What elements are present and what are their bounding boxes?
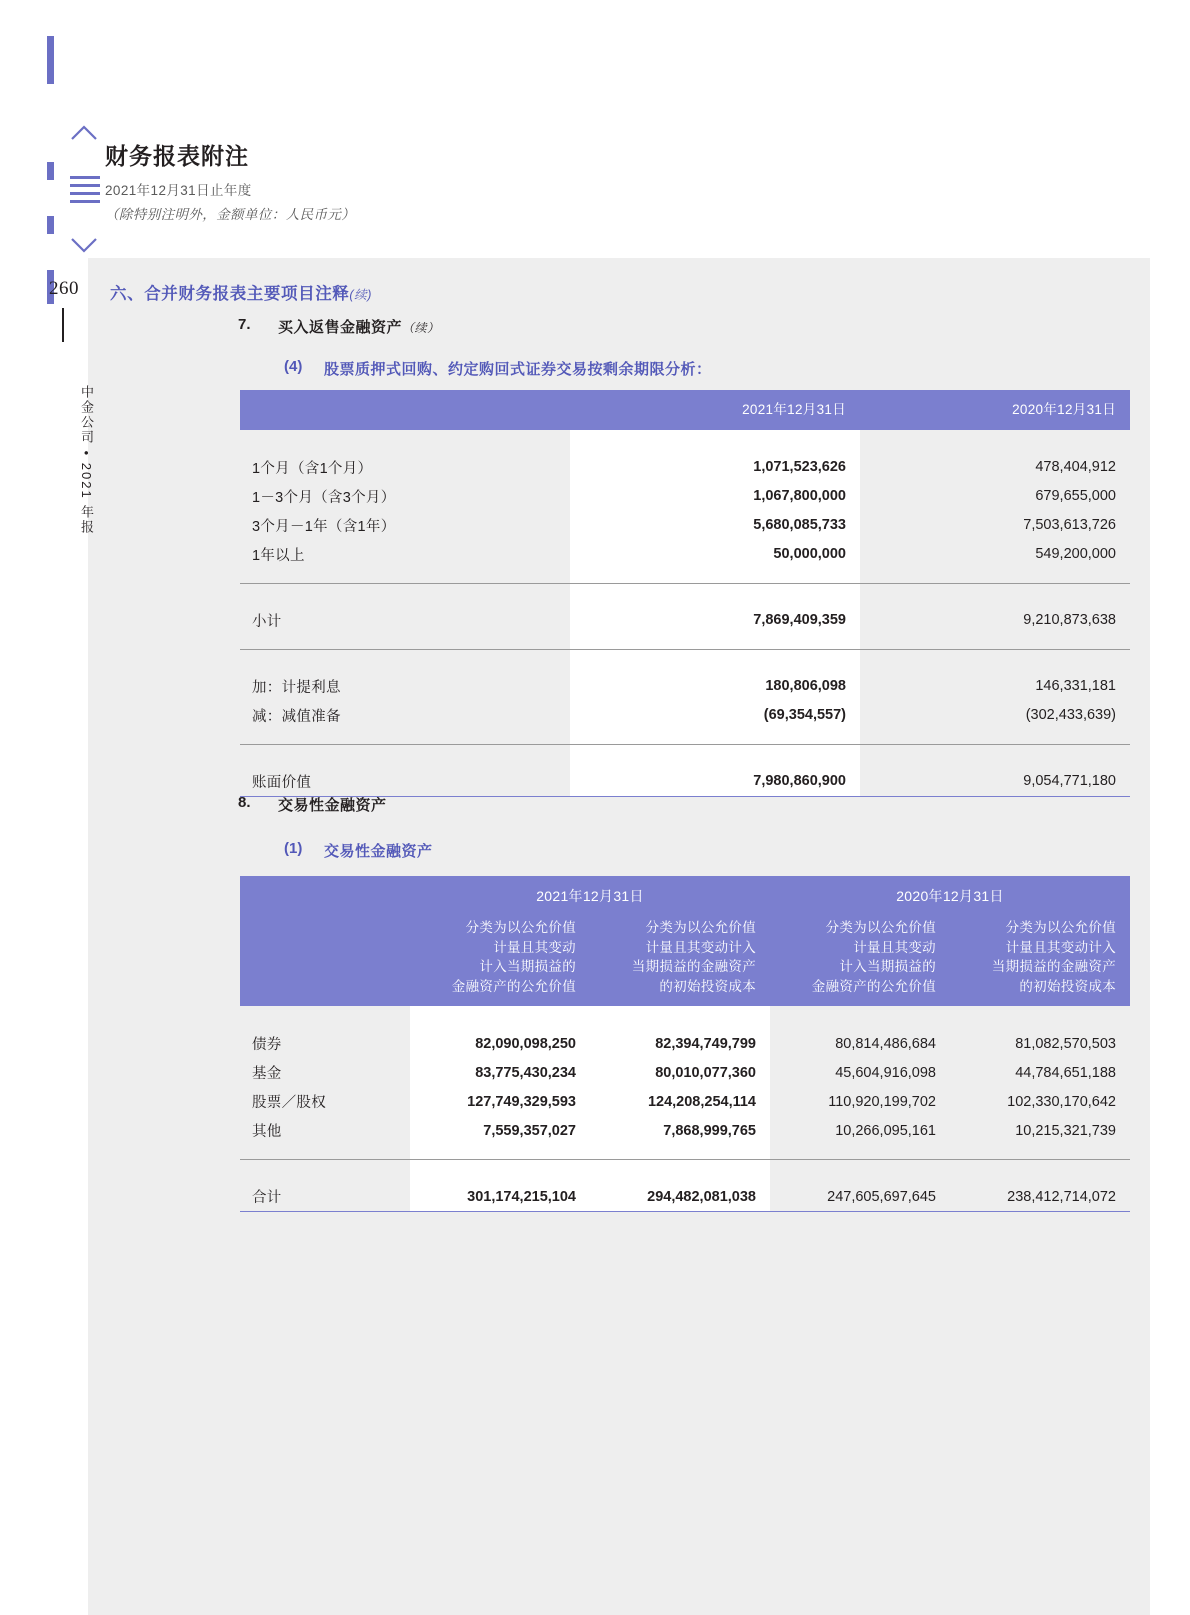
note-7-title-continued: （续）	[402, 321, 440, 335]
table2-total-c1: 301,174,215,104	[410, 1182, 590, 1212]
note-8-sub-number: (1)	[284, 840, 303, 857]
table-spacer	[240, 635, 1130, 650]
table-row	[240, 1116, 1130, 1145]
note-8-sub-heading	[284, 840, 433, 861]
section-heading-continued: (续)	[349, 288, 373, 302]
note-8-number: 8.	[238, 794, 251, 811]
table2-header-col1: 分类为以公允价值 计量且其变动 计入当期损益的 金融资产的公允价值	[410, 908, 590, 1006]
table-spacer	[240, 1145, 1130, 1160]
side-caption: 中金公司 • 2021 年报	[79, 384, 94, 536]
table1-row0-2021: 1,071,523,626	[570, 453, 860, 482]
table2-row0-label: 债券	[252, 1037, 282, 1054]
table-row	[240, 1029, 1130, 1058]
table2-row0-c2: 82,394,749,799	[590, 1029, 770, 1058]
table-spacer	[240, 569, 1130, 584]
table-spacer	[240, 430, 1130, 444]
table2-header-col2: 分类为以公允价值 计量且其变动计入 当期损益的金融资产 的初始投资成本	[590, 908, 770, 1006]
table-row	[240, 482, 1130, 511]
document-header	[105, 138, 805, 223]
menu-lines-icon	[70, 176, 100, 208]
table-rule	[240, 649, 1130, 672]
table1-row2-label: 3个月－1年（含1年）	[252, 518, 396, 535]
table1-adj1-label: 减：减值准备	[252, 708, 341, 725]
table1-row2-2020: 7,503,613,726	[1023, 517, 1116, 534]
table2-row3-c2: 7,868,999,765	[590, 1116, 770, 1145]
table-row	[240, 767, 1130, 797]
table2-row0-c1: 82,090,098,250	[410, 1029, 590, 1058]
table2-group-blank	[240, 876, 410, 908]
table2-row1-c2: 80,010,077,360	[590, 1058, 770, 1087]
table2-row2-c1: 127,749,329,593	[410, 1087, 590, 1116]
table-row	[240, 1058, 1130, 1087]
page-title: 财务报表附注	[105, 143, 249, 169]
chevron-down-icon	[70, 236, 98, 254]
table2-total-label: 合计	[240, 1182, 410, 1212]
table2-total-c4: 238,412,714,072	[950, 1182, 1130, 1212]
note-7-number: 7.	[238, 316, 251, 333]
table2-row3-c1: 7,559,357,027	[410, 1116, 590, 1145]
table2-row0-c4: 81,082,570,503	[1015, 1035, 1116, 1052]
table1-row3-2020: 549,200,000	[1035, 546, 1116, 563]
page-number: 260	[49, 278, 79, 299]
table1-row1-2021: 1,067,800,000	[570, 482, 860, 511]
table-row	[240, 701, 1130, 730]
note-8-sub-title: 交易性金融资产	[324, 843, 433, 860]
table1-adj0-2021: 180,806,098	[570, 672, 860, 701]
table1-subtotal-2021: 7,869,409,359	[570, 606, 860, 635]
rail-bar-top	[47, 36, 54, 84]
table1-adj1-2021: (69,354,557)	[570, 701, 860, 730]
table-row	[240, 908, 1130, 1006]
table1-adj1-2020: (302,433,639)	[1025, 707, 1116, 724]
table2-header-blank	[240, 908, 410, 1006]
table-row	[240, 453, 1130, 482]
table2-header-col4: 分类为以公允价值 计量且其变动计入 当期损益的金融资产 的初始投资成本	[950, 908, 1130, 1006]
table1-row0-label: 1个月（含1个月）	[252, 460, 373, 477]
table1-total-label: 账面价值	[240, 767, 570, 797]
table2-row3-c4: 10,215,321,739	[1015, 1122, 1116, 1139]
table1-header-2021: 2021年12月31日	[570, 390, 860, 430]
table1-row1-2020: 679,655,000	[1035, 488, 1116, 505]
table2-row1-c1: 83,775,430,234	[410, 1058, 590, 1087]
rail-bar-third	[47, 216, 54, 234]
table-rule	[240, 1160, 1130, 1183]
table-repo-maturity-analysis	[240, 390, 1130, 797]
table-spacer	[240, 730, 1130, 745]
table2-group-2021: 2021年12月31日	[410, 876, 770, 908]
table-row	[240, 672, 1130, 701]
table-row	[240, 540, 1130, 569]
chevron-up-icon	[70, 124, 98, 142]
table1-total-2021: 7,980,860,900	[570, 767, 860, 797]
note-7-title-text: 买入返售金融资产	[278, 319, 403, 336]
table2-row1-c4: 44,784,651,188	[1015, 1064, 1116, 1081]
note-7-heading	[238, 316, 440, 337]
table1-row0-2020: 478,404,912	[1035, 459, 1116, 476]
table-rule	[240, 583, 1130, 606]
table1-row3-label: 1年以上	[252, 547, 305, 564]
table2-row0-c3: 80,814,486,684	[835, 1035, 936, 1052]
header-period: 2021年12月31日止年度	[105, 183, 252, 198]
note-8-title: 交易性金融资产	[278, 797, 387, 814]
table-row	[240, 606, 1130, 635]
note-7-sub-title: 股票质押式回购、约定购回式证券交易按剩余期限分析：	[324, 361, 712, 378]
table2-row3-label: 其他	[252, 1124, 282, 1141]
note-7-sub-heading	[284, 358, 712, 379]
note-7-sub-number: (4)	[284, 358, 303, 375]
table-row	[240, 511, 1130, 540]
table-spacer	[240, 1006, 1130, 1020]
table-row	[240, 876, 1130, 908]
rail-bar-second	[47, 162, 54, 180]
table2-row1-c3: 45,604,916,098	[835, 1064, 936, 1081]
table1-header-2020: 2020年12月31日	[860, 390, 1130, 430]
table-row	[240, 390, 1130, 430]
table1-subtotal-label: 小计	[252, 613, 282, 630]
table1-header-blank	[240, 390, 570, 430]
table2-header-col3: 分类为以公允价值 计量且其变动 计入当期损益的 金融资产的公允价值	[770, 908, 950, 1006]
table2-row1-label: 基金	[252, 1066, 282, 1083]
table1-row2-2021: 5,680,085,733	[570, 511, 860, 540]
table1-row3-2021: 50,000,000	[570, 540, 860, 569]
table-spacer	[240, 1020, 1130, 1029]
table1-row1-label: 1－3个月（含3个月）	[252, 489, 396, 506]
table1-total-2020: 9,054,771,180	[860, 767, 1130, 797]
table-rule	[240, 744, 1130, 767]
note-8-heading	[238, 794, 387, 815]
page-number-rule	[62, 308, 64, 342]
table1-adj0-label: 加：计提利息	[252, 679, 341, 696]
section-heading-text: 六、合并财务报表主要项目注释	[110, 285, 350, 303]
table2-total-c2: 294,482,081,038	[590, 1182, 770, 1212]
table2-total-c3: 247,605,697,645	[770, 1182, 950, 1212]
table2-group-2020: 2020年12月31日	[770, 876, 1130, 908]
table1-subtotal-2020: 9,210,873,638	[1023, 612, 1116, 629]
table2-row2-label: 股票／股权	[252, 1095, 326, 1112]
table2-row2-c2: 124,208,254,114	[590, 1087, 770, 1116]
table-row	[240, 1087, 1130, 1116]
table1-adj0-2020: 146,331,181	[1035, 678, 1116, 695]
table2-row2-c4: 102,330,170,642	[1007, 1093, 1116, 1110]
table-row	[240, 1182, 1130, 1212]
table2-row2-c3: 110,920,199,702	[828, 1093, 936, 1110]
note-7-title	[278, 316, 440, 337]
table2-row3-c3: 10,266,095,161	[835, 1122, 936, 1139]
table-spacer	[240, 444, 1130, 453]
section-heading	[110, 280, 372, 304]
header-currency-note: （除特别注明外，金额单位：人民币元）	[105, 207, 356, 222]
table-trading-financial-assets	[240, 876, 1130, 1212]
